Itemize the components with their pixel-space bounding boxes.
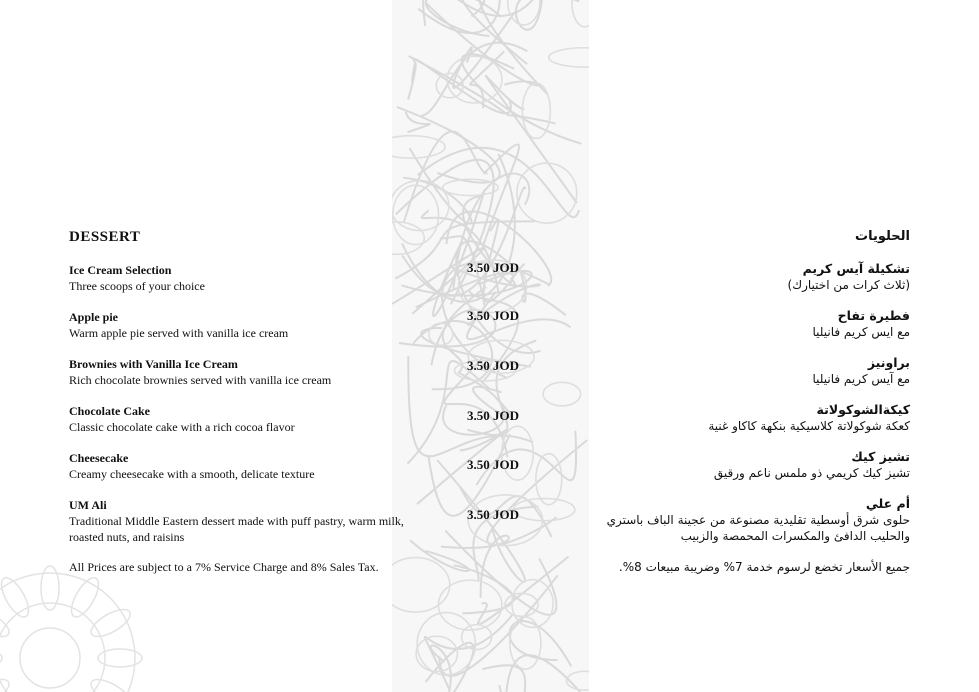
tax-note-ar: جميع الأسعار تخضع لرسوم خدمة 7% وضريبة مبيعات 8%. <box>618 560 910 574</box>
menu-item-ar <box>590 402 910 434</box>
item-name-ar: براونيز <box>867 355 910 370</box>
item-name-ar: فطيرة تفاح <box>837 308 910 323</box>
decorative-pattern-band <box>392 0 589 692</box>
item-name-en: Brownies with Vanilla Ice Cream <box>69 357 238 371</box>
item-name-en: UM Ali <box>69 498 107 512</box>
item-desc-ar: كعكة شوكولاتة كلاسيكية بنكهة كاكاو غنية <box>708 419 910 433</box>
item-name-en: Cheesecake <box>69 451 129 465</box>
menu-item-ar <box>590 261 910 293</box>
item-price: 3.50 JOD <box>467 507 519 522</box>
menu-item-en <box>69 356 429 388</box>
item-name-en: Apple pie <box>69 310 119 324</box>
item-desc-en: Three scoops of your choice <box>69 279 205 293</box>
menu-item-en <box>69 403 429 435</box>
item-desc-ar: تشيز كيك كريمي ذو ملمس ناعم ورقيق <box>713 466 910 480</box>
item-price: 3.50 JOD <box>467 408 519 423</box>
dessert-heading-en: DESSERT <box>69 229 141 245</box>
item-price: 3.50 JOD <box>467 358 519 373</box>
item-desc-en: Classic chocolate cake with a rich cocoa flavor <box>69 420 295 434</box>
tax-note-en: All Prices are subject to a 7% Service Charge and 8% Sales Tax. <box>69 560 379 574</box>
item-name-ar: أم علي <box>865 496 910 511</box>
menu-item-en <box>69 309 429 341</box>
item-desc-en: Rich chocolate brownies served with vanilla ice cream <box>69 373 332 387</box>
item-desc-ar: (ثلاث كرات من اختيارك) <box>787 278 910 292</box>
menu-item-ar <box>590 355 910 387</box>
menu-item-en <box>69 262 429 294</box>
item-name-en: Chocolate Cake <box>69 404 150 418</box>
menu-item-en <box>69 497 429 545</box>
menu-item-ar <box>590 449 910 481</box>
item-price: 3.50 JOD <box>467 457 519 472</box>
item-name-ar: تشكيلة آيس كريم <box>802 261 910 276</box>
item-name-ar: تشيز كيك <box>851 449 910 464</box>
item-name-ar: كيكةالشوكولاتة <box>816 402 910 417</box>
item-desc-ar: مع ايس كريم فانيليا <box>812 325 910 339</box>
item-desc-ar: مع آيس كريم فانيليا <box>812 372 910 386</box>
dessert-heading-ar: الحلويات <box>855 229 910 244</box>
menu-item-ar <box>590 308 910 340</box>
item-name-en: Ice Cream Selection <box>69 263 172 277</box>
item-desc-en: Warm apple pie served with vanilla ice cream <box>69 326 289 340</box>
menu-item-en <box>69 450 429 482</box>
item-desc-en: Traditional Middle Eastern dessert made with puff pastry, warm milk, roasted nuts, and raisins <box>69 514 404 544</box>
item-desc-ar: حلوى شرق أوسطية تقليدية مصنوعة من عجينة الباف باستري والحليب الدافئ والمكسرات المحمصة والزبيب <box>606 513 910 543</box>
item-price: 3.50 JOD <box>467 308 519 323</box>
menu-item-ar <box>590 496 910 544</box>
item-desc-en: Creamy cheesecake with a smooth, delicate texture <box>69 467 315 481</box>
item-price: 3.50 JOD <box>467 260 519 275</box>
arabesque-pattern <box>392 0 589 692</box>
